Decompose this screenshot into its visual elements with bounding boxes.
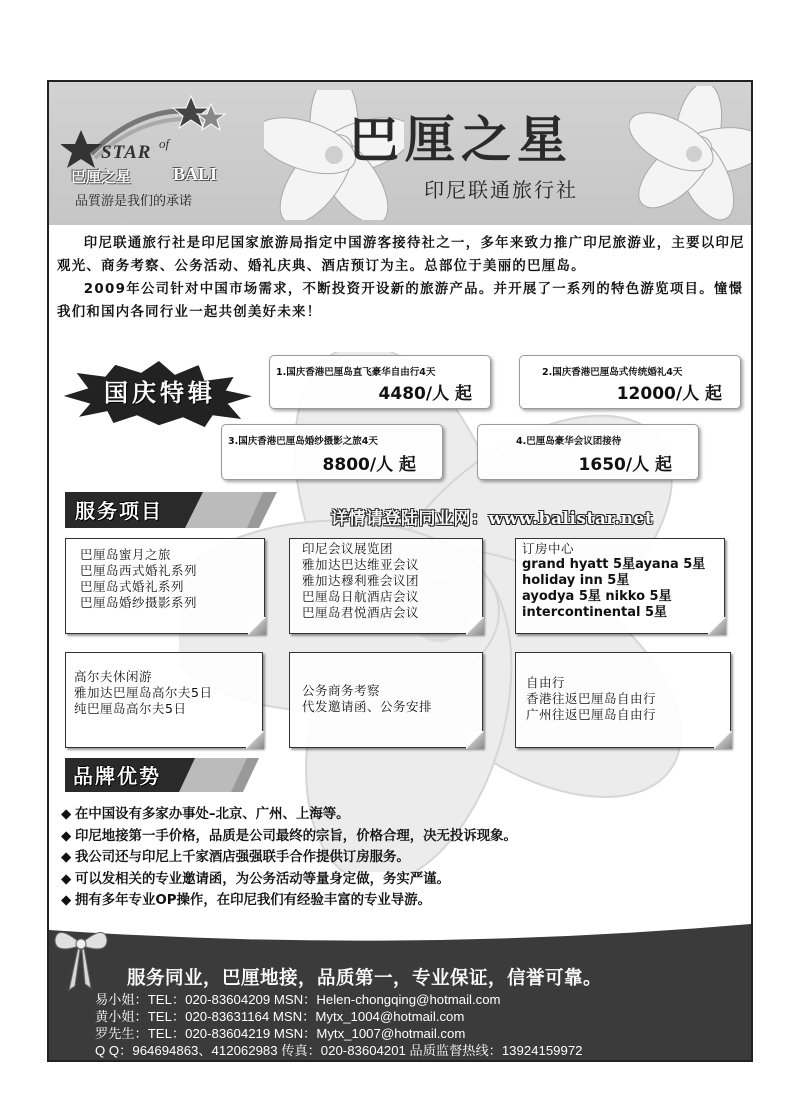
service-line: ayodya 5星 nikko 5星 — [522, 589, 672, 604]
service-line: 自由行 — [526, 675, 566, 690]
service-box — [289, 538, 483, 634]
page-curl-icon — [466, 617, 484, 635]
service-line: 雅加达巴厘岛高尔夫5日 — [74, 685, 213, 700]
service-line: 代发邀请函、公务安排 — [302, 699, 433, 714]
service-box — [65, 538, 265, 634]
offer-title: 2.国庆香港巴厘岛式传统婚礼4天 — [542, 367, 683, 378]
page-curl-icon — [714, 731, 732, 749]
offer-title: 4.巴厘岛豪华会议团接待 — [516, 436, 622, 447]
offer-price: 1650/人 起 — [578, 455, 672, 475]
offer-card[interactable] — [269, 355, 491, 409]
service-line: 雅加达巴达维亚会议 — [302, 557, 420, 572]
contact-line: Q Q：964694863、412062983 传真：020-83604201 品质监督热线：13924159972 — [95, 1043, 583, 1058]
offer-card[interactable] — [221, 424, 443, 480]
diamond-bullet-icon: ◆ — [61, 871, 72, 887]
offer-price: 8800/人 起 — [322, 455, 416, 475]
service-box — [515, 652, 731, 748]
advantages-heading: 品牌优势 — [73, 764, 161, 788]
contact-line: 易小姐：TEL：020-83604209 MSN：Helen-chongqing@hotmail.com — [95, 992, 501, 1007]
page-curl-icon — [248, 617, 266, 635]
intro-paragraph: 印尼联通旅行社是印尼国家旅游局指定中国游客接待社之一，多年来致力推广印尼旅游业，主要以印尼观光、商务考察、公务活动、婚礼庆典、酒店预订为主。总部位于美丽的巴厘岛。 — [57, 236, 745, 274]
intro-paragraph: 2009年公司针对中国市场需求，不断投资开设新的旅游产品。并开展了一系列的特色游览项目。憧憬我们和国内各同行业一起共创美好未来！ — [57, 282, 744, 320]
brand-title: 巴厘之星 — [349, 110, 573, 169]
logo-bali-text: BALI — [173, 164, 218, 184]
contact-line: 黄小姐：TEL：020-83631164 MSN：Mytx_1004@hotmail.com — [95, 1009, 465, 1024]
service-line: 巴厘岛日航酒店会议 — [302, 589, 420, 604]
diamond-bullet-icon: ◆ — [61, 893, 72, 908]
service-line: 雅加达穆利雅会议团 — [302, 573, 420, 588]
service-line: 纯巴厘岛高尔夫5日 — [74, 701, 187, 716]
logo-of-text: of — [159, 136, 170, 151]
service-line: 订房中心 — [522, 541, 575, 556]
advantages-list — [61, 804, 751, 912]
intro-text — [57, 232, 747, 324]
service-line: 巴厘岛式婚礼系列 — [80, 579, 185, 594]
service-box — [65, 652, 263, 748]
service-line: grand hyatt 5星ayana 5星 — [522, 557, 706, 572]
service-line: 广州往返巴厘岛自由行 — [526, 707, 657, 722]
offer-card[interactable] — [519, 355, 741, 409]
ribbon-bow-icon — [51, 924, 111, 994]
service-line: 香港往返巴厘岛自由行 — [526, 691, 657, 706]
diamond-bullet-icon: ◆ — [61, 807, 72, 822]
national-day-label: 国庆特辑 — [104, 379, 216, 407]
contact-line: 罗先生：TEL：020-83604219 MSN：Mytx_1007@hotmail.com — [95, 1026, 466, 1041]
advantage-item: ◆ 在中国设有多家办事处–北京、广州、上海等。 — [61, 804, 751, 826]
offer-price: 4480/人 起 — [378, 384, 472, 404]
footer-slogan: 服务同业，巴厘地接，品质第一，专业保证，信誉可靠。 — [127, 968, 603, 989]
service-line: 印尼会议展览团 — [302, 541, 394, 556]
advantage-item: ◆ 可以发相关的专业邀请函，为公务活动等量身定做，务实严谨。 — [61, 869, 751, 891]
services-heading: 服务项目 — [75, 499, 163, 523]
service-box — [289, 652, 483, 748]
page-curl-icon — [246, 731, 264, 749]
advantage-item: ◆ 拥有多年专业OP操作，在印尼我们有经验丰富的专业导游。 — [61, 890, 751, 912]
offer-title: 3.国庆香港巴厘岛婚纱摄影之旅4天 — [228, 436, 378, 447]
service-line: 巴厘岛西式婚礼系列 — [80, 563, 198, 578]
flower-icon — [629, 86, 753, 222]
website-link[interactable]: 详情请登陆同业网：www.balistar.net — [331, 509, 654, 529]
service-line: 巴厘岛君悦酒店会议 — [302, 605, 420, 620]
service-line: 高尔夫休闲游 — [74, 669, 153, 684]
tagline: 品質游是我们的承诺 — [75, 194, 193, 209]
advantage-item: ◆ 印尼地接第一手价格，品质是公司最终的宗旨，价格合理，决无投诉现象。 — [61, 826, 751, 848]
brand-subtitle: 印尼联通旅行社 — [424, 178, 578, 202]
diamond-bullet-icon: ◆ — [61, 850, 72, 865]
offer-price: 12000/人 起 — [616, 384, 722, 404]
logo-chinese-text: 巴厘之星 — [71, 168, 132, 186]
service-line: 巴厘岛婚纱摄影系列 — [80, 595, 198, 610]
logo — [61, 94, 231, 209]
offer-card[interactable] — [477, 424, 699, 480]
page-curl-icon — [466, 731, 484, 749]
header-banner — [49, 82, 751, 225]
service-line: 公务商务考察 — [302, 683, 381, 698]
service-line: holiday inn 5星 — [522, 573, 630, 588]
logo-star-text: STAR — [101, 142, 152, 163]
page-curl-icon — [708, 617, 726, 635]
service-line: 巴厘岛蜜月之旅 — [80, 547, 172, 562]
service-box — [515, 538, 725, 634]
service-line: intercontinental 5星 — [522, 605, 668, 620]
advantage-item: ◆ 我公司还与印尼上千家酒店强强联手合作提供订房服务。 — [61, 847, 751, 869]
diamond-bullet-icon: ◆ — [61, 828, 72, 844]
flyer — [47, 80, 753, 1062]
offer-title: 1.国庆香港巴厘岛直飞豪华自由行4天 — [276, 367, 436, 378]
